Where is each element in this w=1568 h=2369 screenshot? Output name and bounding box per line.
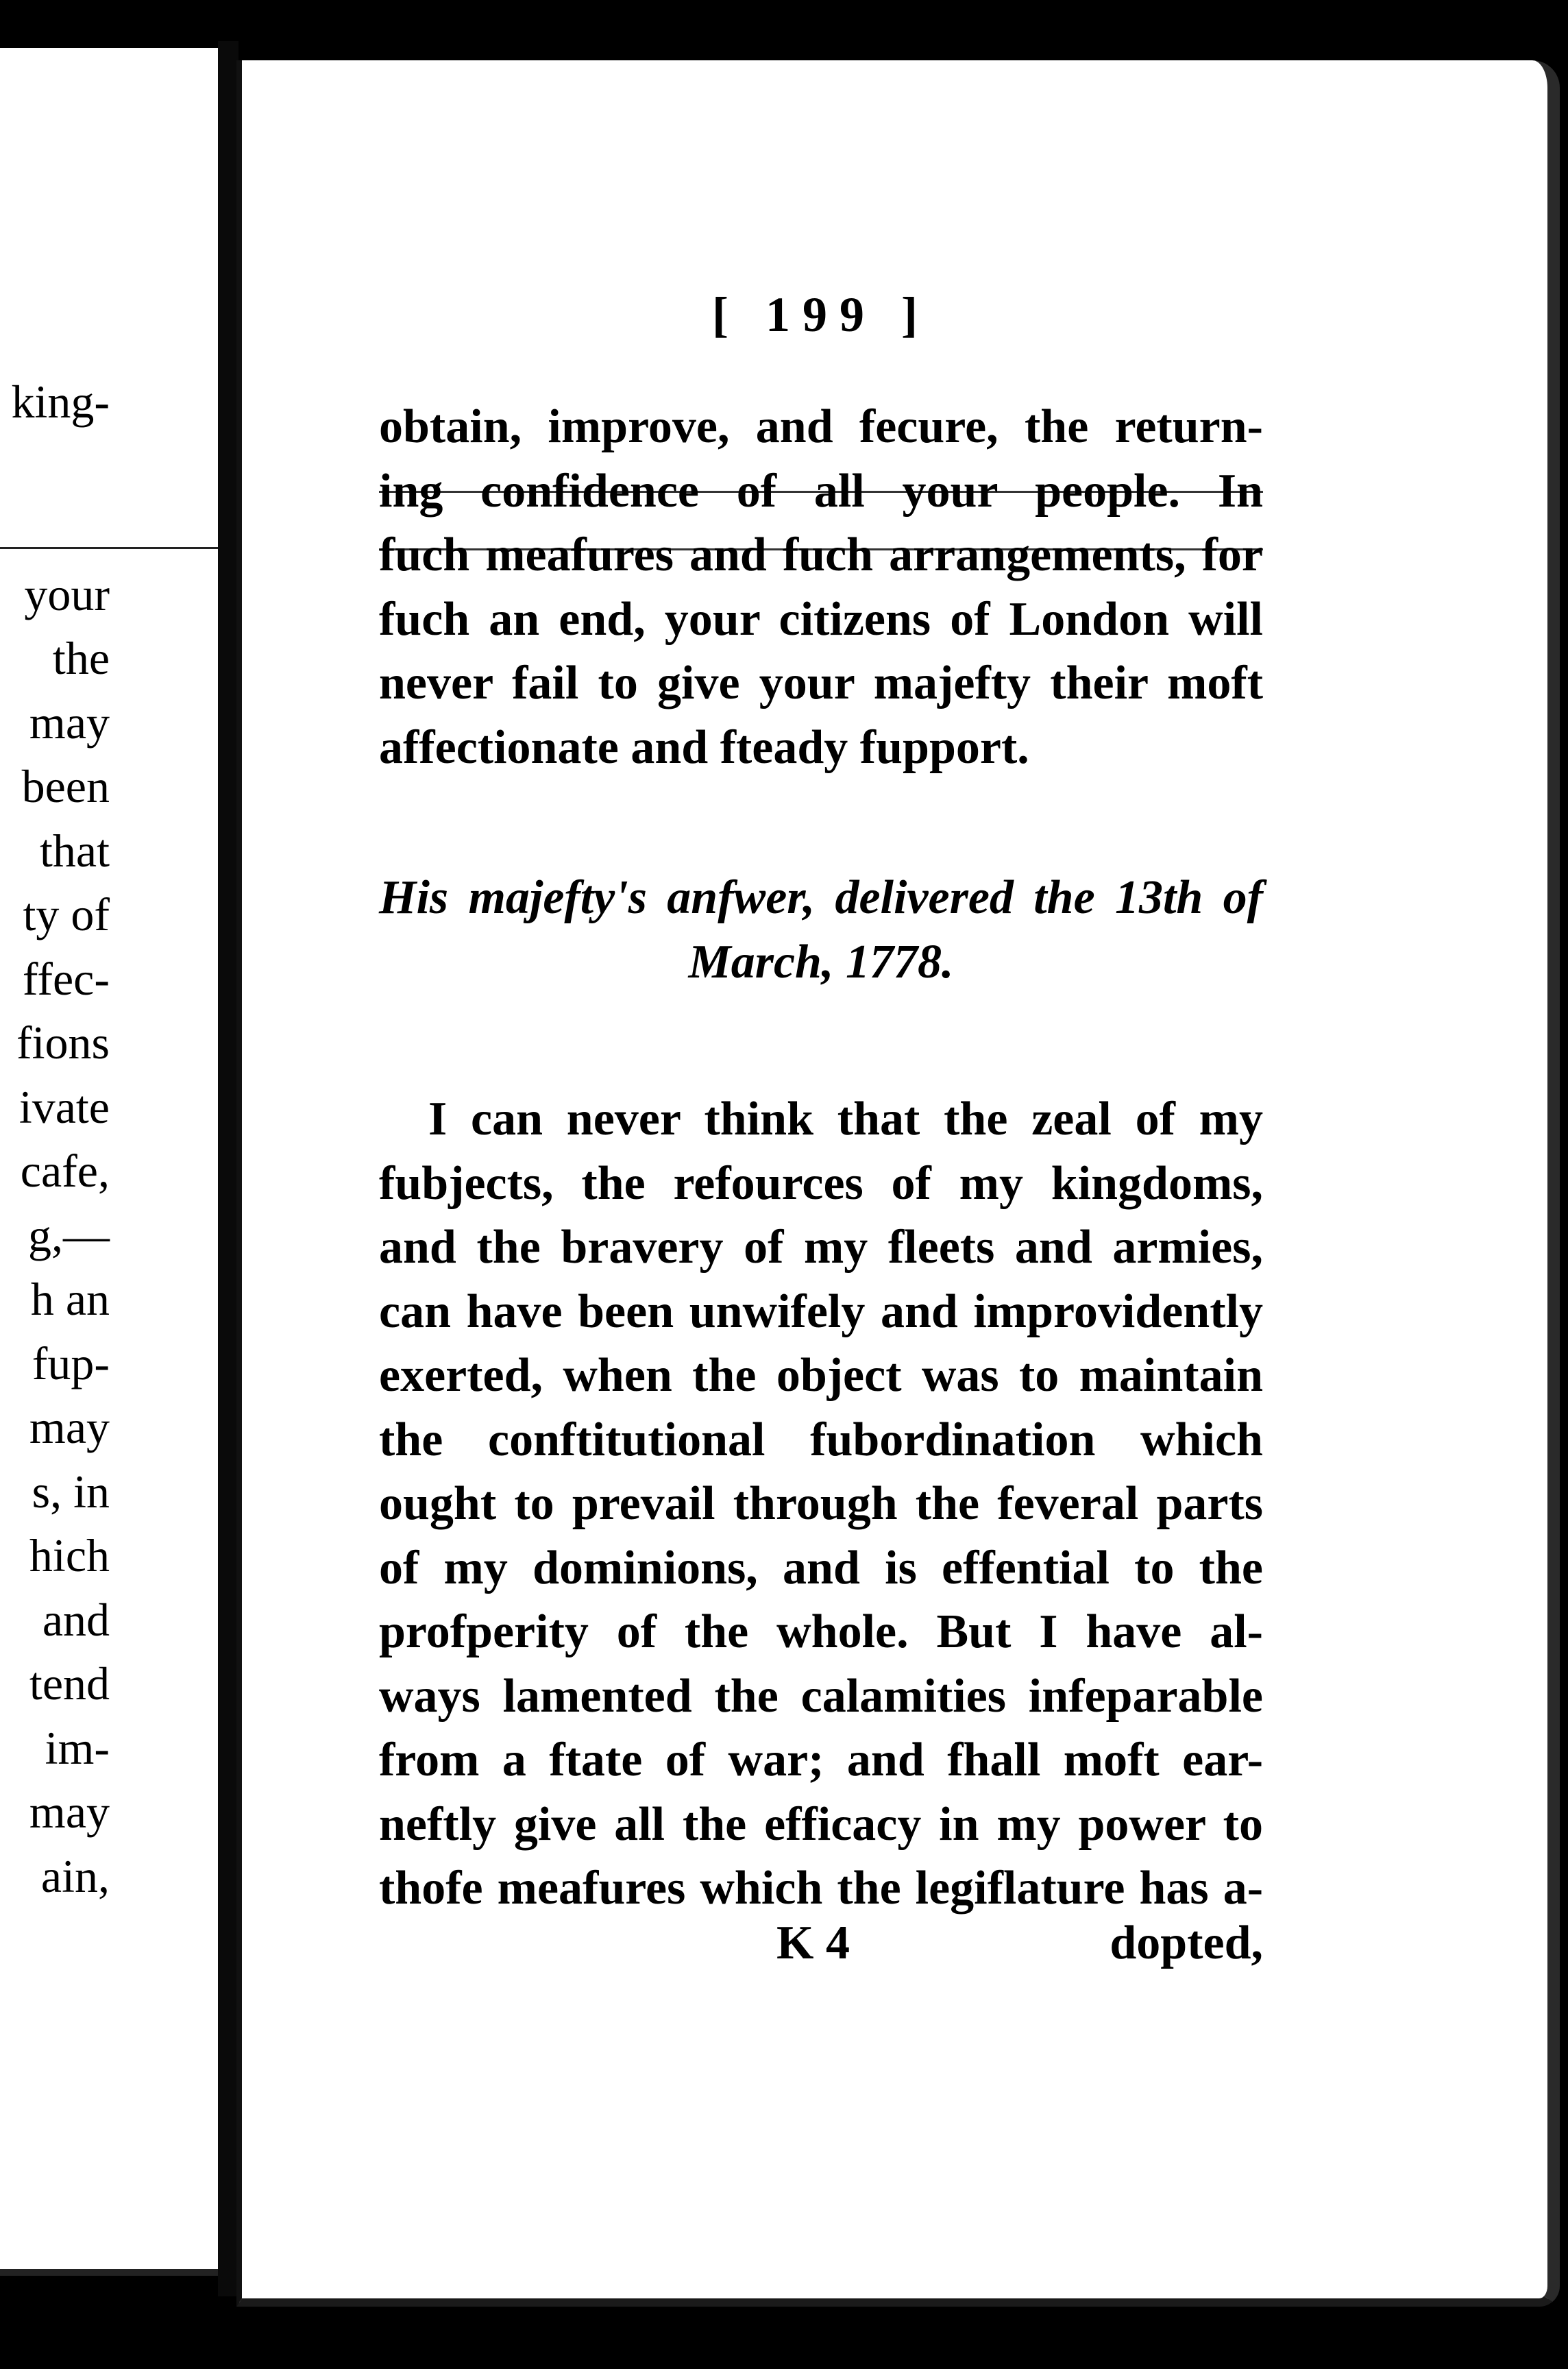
left-line: been — [21, 760, 110, 812]
left-line: fup- — [32, 1337, 110, 1389]
text-line: affectionate and fteady fupport. — [379, 720, 1029, 774]
text-line: obtain, improve, and fecure, the return- — [379, 400, 1263, 453]
signature-mark: K 4 — [776, 1917, 850, 1969]
left-line: may — [29, 696, 110, 749]
left-line — [11, 435, 110, 499]
left-page-text — [11, 370, 110, 1908]
left-page — [0, 48, 222, 2276]
left-line: ty of — [23, 888, 110, 940]
text-line: I can never think that the zeal of my — [428, 1093, 1263, 1145]
heading-line: March, 1778. — [688, 935, 954, 988]
text-line: never fail to give your majefty their moft — [379, 657, 1263, 709]
text-line: from a ftate of war; and fhall moft ear- — [379, 1734, 1263, 1786]
text-line: fuch an end, your citizens of London will — [379, 592, 1263, 646]
text-line: the conftitutional fubordination which — [379, 1413, 1263, 1466]
left-line: ivate — [19, 1080, 110, 1133]
heading-line: His majefty's anfwer, delivered the 13th of — [379, 871, 1263, 924]
left-line: your — [24, 568, 110, 620]
page-footer — [379, 1911, 1263, 1976]
left-line: ain, — [40, 1849, 110, 1902]
left-line: may — [29, 1401, 110, 1453]
catchword: dopted, — [1110, 1917, 1263, 1969]
text-line: of my dominions, and is effential to the — [379, 1541, 1263, 1594]
left-line: h an — [30, 1273, 110, 1325]
text-line: and the bravery of my fleets and armies, — [379, 1221, 1263, 1274]
text-line: can have been unwifely and improvidently — [379, 1285, 1263, 1338]
left-line: im- — [45, 1721, 110, 1774]
text-line: ing confidence of all your people. In — [379, 464, 1263, 518]
text-line: profperity of the whole. But I have al- — [379, 1605, 1263, 1658]
answer-paragraph — [379, 1087, 1263, 1921]
left-line: may — [29, 1786, 110, 1838]
left-line: fions — [16, 1017, 110, 1069]
page-number: [ 199 ] — [712, 287, 930, 342]
text-line: thofe meafures which the legiflature has a- — [379, 1862, 1263, 1915]
right-page — [236, 60, 1560, 2307]
left-line: cafe, — [20, 1145, 110, 1197]
text-line: exerted, when the object was to maintain — [379, 1349, 1263, 1402]
left-line: g,— — [28, 1208, 110, 1261]
text-line: ought to prevail through the feveral parts — [379, 1477, 1263, 1530]
left-line: hich — [29, 1529, 110, 1581]
text-line: fubjects, the refources of my kingdoms, — [379, 1156, 1263, 1210]
opening-paragraph — [379, 395, 1263, 779]
left-line: s, in — [32, 1465, 110, 1518]
left-line: the — [52, 632, 110, 684]
text-line: fuch meafures and fuch arrangements, for — [379, 529, 1263, 581]
text-line: neftly give all the efficacy in my power to — [379, 1797, 1263, 1851]
book-gutter — [218, 41, 238, 2296]
section-heading — [379, 866, 1263, 994]
left-line: tend — [29, 1657, 110, 1710]
left-line: king- — [11, 376, 110, 428]
left-line: and — [42, 1593, 110, 1646]
left-line: that — [40, 824, 110, 877]
text-line: ways lamented the calamities infeparable — [379, 1669, 1263, 1723]
left-line — [11, 498, 110, 563]
left-line: ffec- — [22, 952, 110, 1005]
